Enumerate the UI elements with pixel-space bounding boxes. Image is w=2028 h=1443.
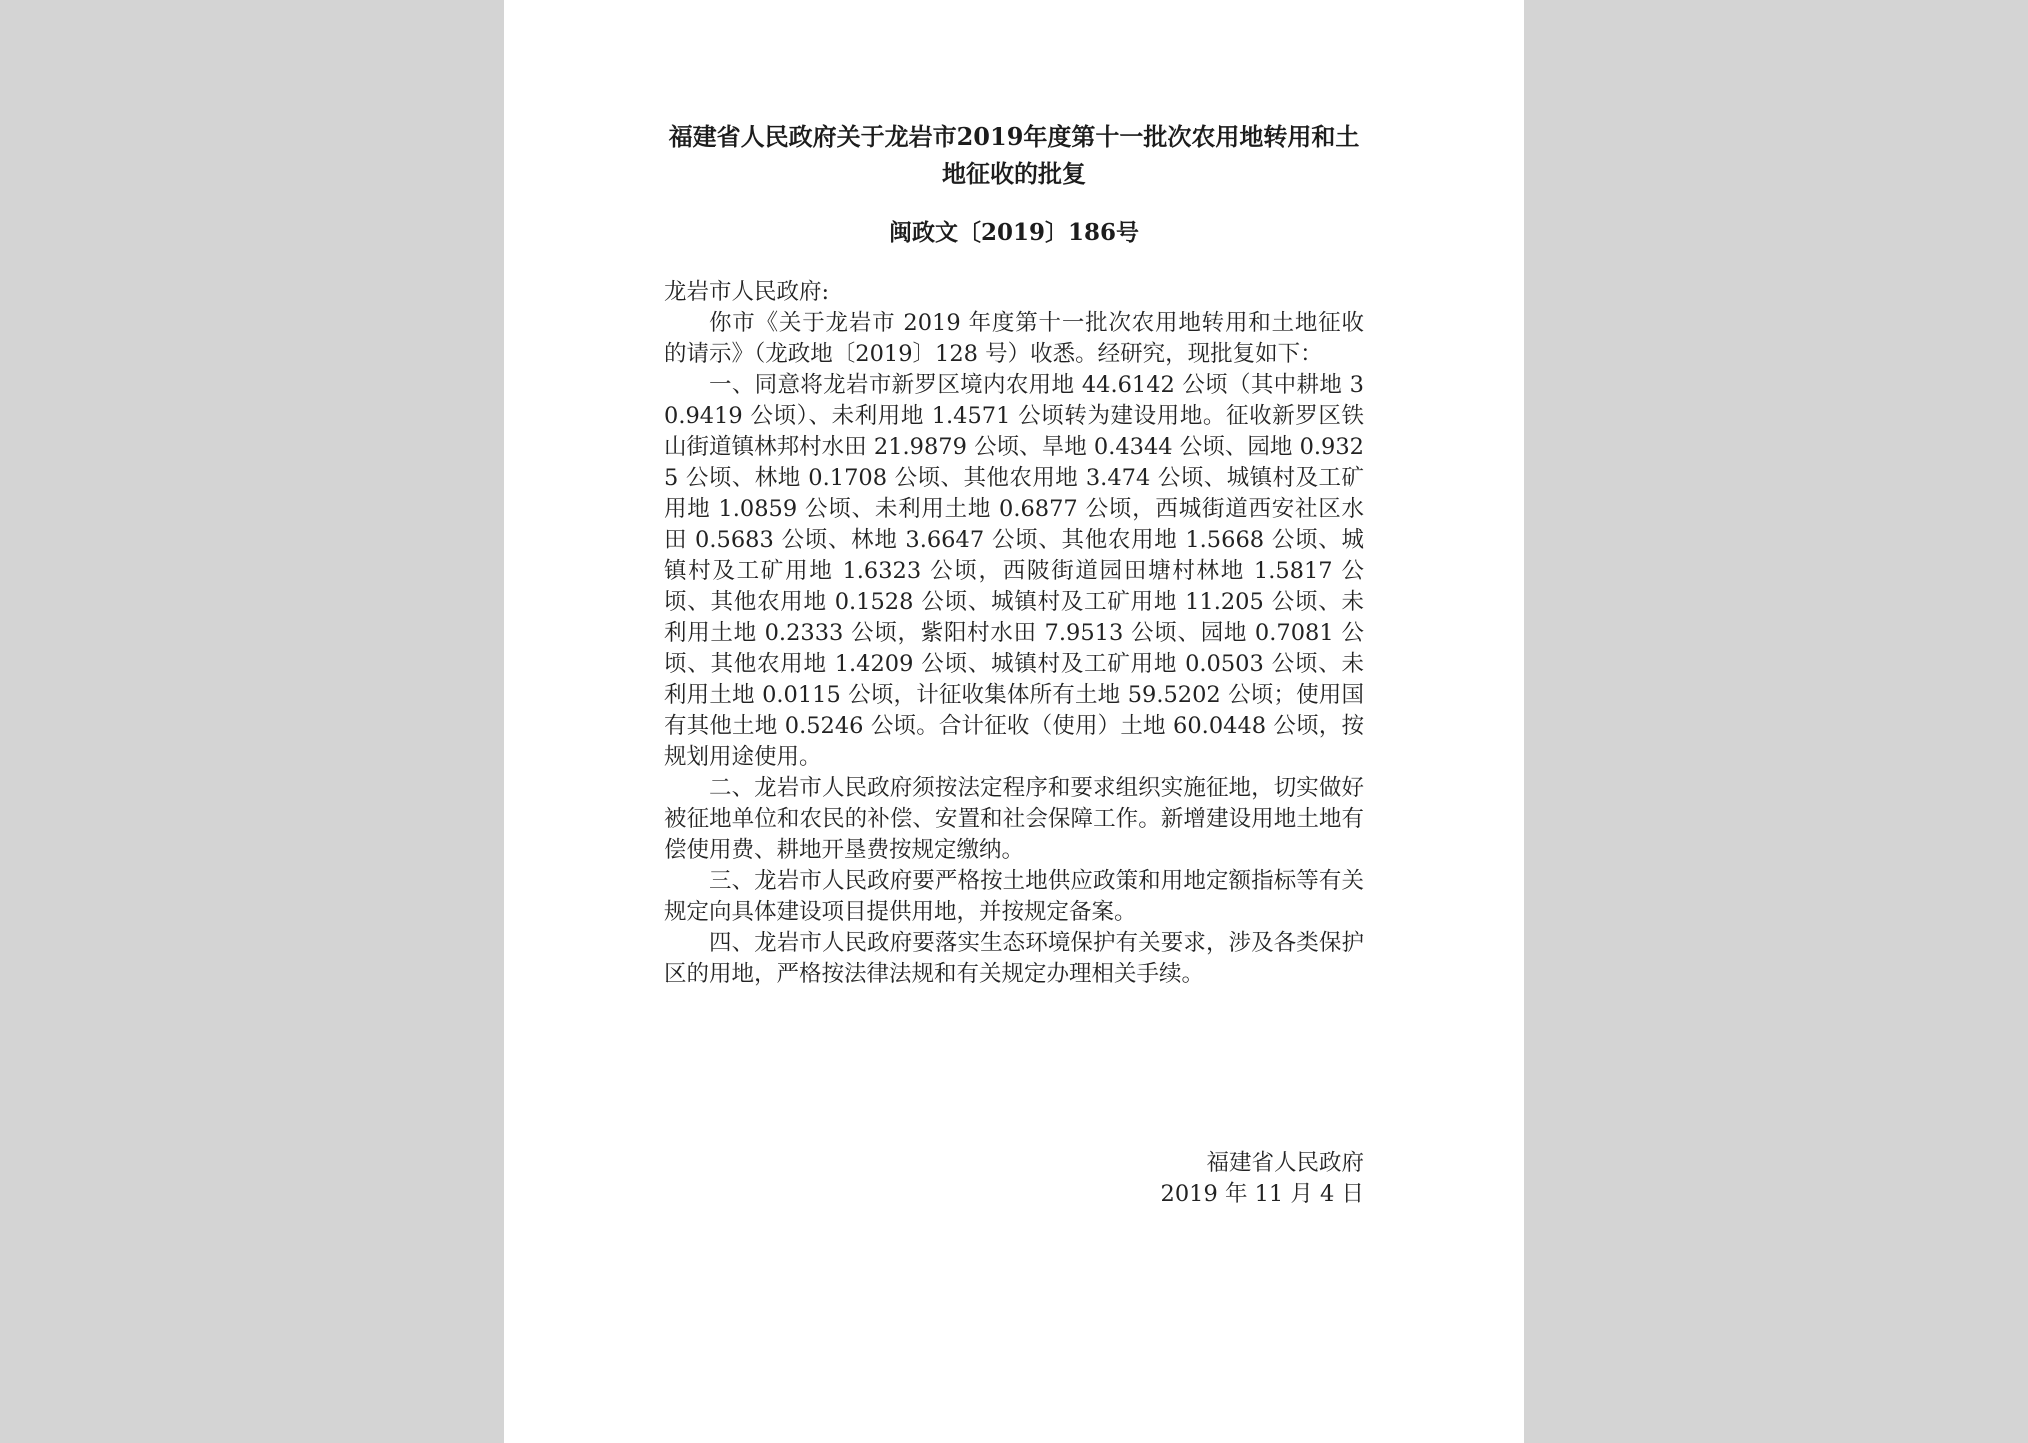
paragraph-item-1: 一、同意将龙岩市新罗区境内农用地 44.6142 公顷（其中耕地 30.9419 公顷）、未利用地 1.4571 公顷转为建设用地。征收新罗区铁山街道镇林邦村水田 21.9879 公顷、旱地 0.4344 公顷、园地 0.9325 公顷、林地 0.1708 公顷、其他农用地 3.474 公顷、城镇村及工矿用地 1.0859 公顷、未利用土地 0.6877 公顷，西城街道西安社区水田 0.5683 公顷、林地 3.6647 公顷、其他农用地 1.5668 公顷、城镇村及工矿用地 1.6323 公顷，西陂街道园田塘村林地 1.5817 公顷、其他农用地 0.1528 公顷、城镇村及工矿用地 11.205 公顷、未利用土地 0.2333 公顷，紫阳村水田 7.9513 公顷、园地 0.7081 公顷、其他农用地 1.4209 公顷、城镇村及工矿用地 0.0503 公顷、未利用土地 0.0115 公顷，计征收集体所有土地 59.5202 公顷；使用国有其他土地 0.5246 公顷。合计征收（使用）土地 60.0448 公顷，按规划用途使用。 bbox=[664, 372, 1364, 770]
issue-date: 2019 年 11 月 4 日 bbox=[1160, 1181, 1364, 1207]
document-number: 闽政文〔2019〕186号 bbox=[888, 219, 1140, 246]
issuer-name: 福建省人民政府 bbox=[1206, 1150, 1364, 1176]
salutation: 龙岩市人民政府: bbox=[664, 279, 830, 305]
paragraph-item-3: 三、龙岩市人民政府要严格按土地供应政策和用地定额指标等有关规定向具体建设项目提供用地，并按规定备案。 bbox=[664, 868, 1364, 925]
document-body bbox=[664, 277, 1364, 990]
paragraph-item-2: 二、龙岩市人民政府须按法定程序和要求组织实施征地，切实做好被征地单位和农民的补偿、安置和社会保障工作。新增建设用地土地有偿使用费、耕地开垦费按规定缴纳。 bbox=[664, 775, 1364, 863]
signature-block bbox=[1064, 1148, 1364, 1210]
paragraph-item-4: 四、龙岩市人民政府要落实生态环境保护有关要求，涉及各类保护区的用地，严格按法律法规和有关规定办理相关手续。 bbox=[664, 930, 1364, 987]
paragraph-intro: 你市《关于龙岩市 2019 年度第十一批次农用地转用和土地征收的请示》（龙政地〔2019〕128 号）收悉。经研究，现批复如下： bbox=[664, 310, 1364, 367]
document-title: 福建省人民政府关于龙岩市2019年度第十一批次农用地转用和土地征收的批复 bbox=[668, 122, 1360, 188]
document-page bbox=[504, 0, 1524, 1443]
